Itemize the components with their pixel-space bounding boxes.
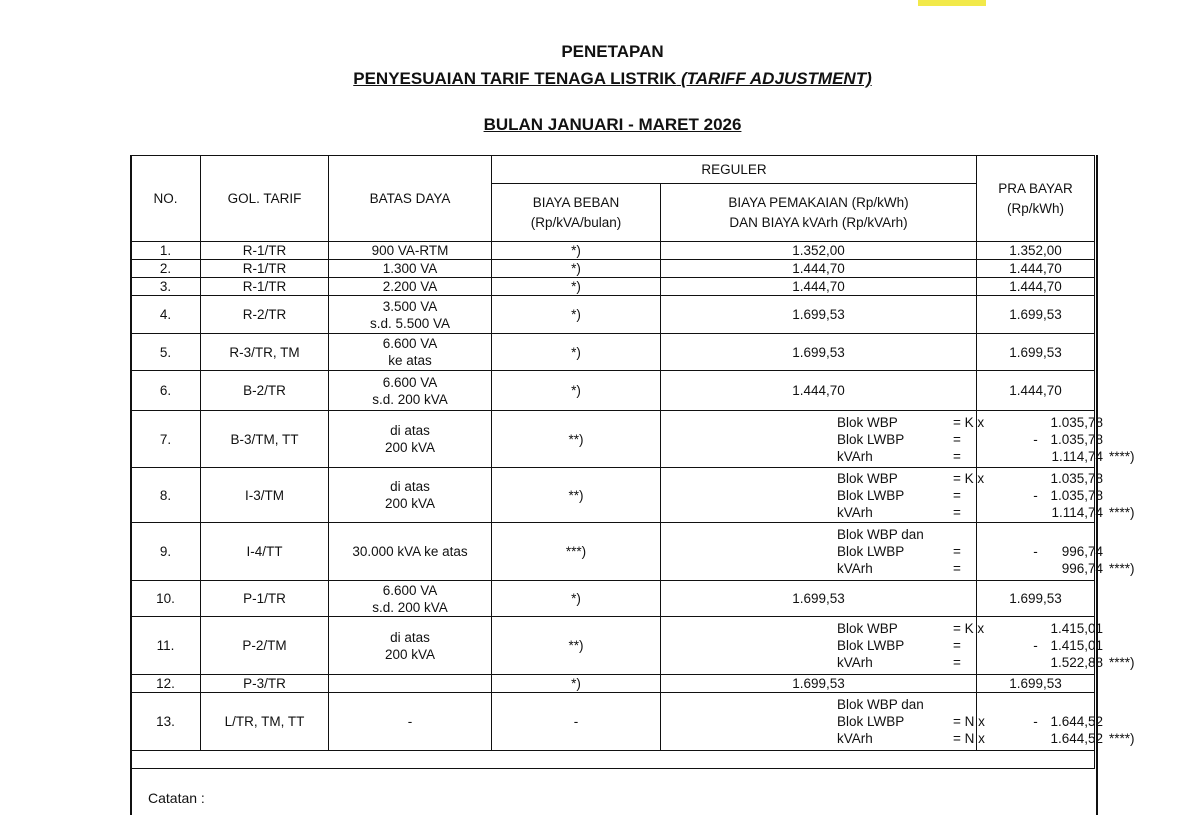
table-row	[131, 675, 1095, 693]
cell-biaya-pemakaian	[661, 411, 1135, 468]
cell-batas-daya: 1.300 VA	[329, 260, 492, 278]
rate-label: Blok WBP	[837, 414, 898, 430]
cell-no: 11.	[131, 617, 201, 675]
cell-pra-bayar: 1.444,70	[977, 371, 1095, 411]
spacer-cell	[131, 751, 1095, 769]
cell-no: 13.	[131, 693, 201, 751]
rate-block	[661, 470, 1135, 521]
rate-note	[1103, 713, 1147, 730]
cell-gol-tarif: R-2/TR	[201, 296, 329, 334]
rate-value: 1.644,52	[1050, 731, 1103, 746]
cell-batas-daya-l1: 6.600 VA	[382, 374, 438, 390]
header-no: NO.	[131, 156, 201, 242]
document-title: PENETAPAN	[561, 42, 664, 61]
cell-biaya-beban: **)	[492, 617, 661, 675]
rate-block	[661, 526, 1135, 577]
cell-biaya-beban: *)	[492, 242, 661, 260]
rate-label: kVArh	[837, 655, 873, 670]
rate-operator: =	[953, 504, 961, 520]
rate-label: kVArh	[837, 448, 873, 464]
rate-value: 996,74	[1061, 544, 1103, 559]
rate-label: kVArh	[837, 731, 873, 746]
rate-value: 1.522,88	[1050, 655, 1103, 670]
cell-batas-daya	[329, 617, 492, 675]
header-pra-bayar-l1: PRA BAYAR	[998, 180, 1073, 196]
cell-biaya-pemakaian	[661, 523, 1135, 581]
rate-operator: = K x	[953, 470, 985, 486]
rate-note	[1103, 620, 1147, 637]
rate-note: ****)	[1109, 561, 1135, 576]
rate-value: 996,74	[1061, 561, 1103, 576]
cell-batas-daya	[329, 411, 492, 468]
table-row	[131, 581, 1095, 617]
header-row-top	[131, 156, 1095, 184]
table-row	[131, 468, 1095, 523]
rate-operator: =	[953, 487, 961, 503]
cell-no: 12.	[131, 675, 201, 693]
rate-value: 1.035,78	[1050, 487, 1103, 503]
cell-biaya-pemakaian	[661, 468, 1135, 523]
cell-pra-bayar: -	[977, 617, 1095, 675]
cell-batas-daya-l2: s.d. 5.500 VA	[369, 315, 451, 331]
header-gol-tarif: GOL. TARIF	[201, 156, 329, 242]
header-reguler: REGULER	[492, 156, 977, 184]
cell-batas-daya-l1: 6.600 VA	[382, 582, 438, 598]
cell-batas-daya	[329, 581, 492, 617]
cell-biaya-beban: **)	[492, 411, 661, 468]
cell-biaya-beban: -	[492, 693, 661, 751]
cell-biaya-pemakaian: 1.699,53	[661, 581, 977, 617]
rate-label: Blok LWBP	[837, 431, 905, 447]
cell-batas-daya: 900 VA-RTM	[329, 242, 492, 260]
rate-label: Blok LWBP	[837, 638, 905, 653]
rate-value: 1.114,74	[1051, 448, 1103, 464]
cell-biaya-pemakaian: 1.352,00	[661, 242, 977, 260]
cell-pra-bayar: -	[977, 523, 1095, 581]
cell-no: 10.	[131, 581, 201, 617]
cell-batas-daya: 30.000 kVA ke atas	[329, 523, 492, 581]
rate-block	[661, 620, 1135, 671]
cell-no: 2.	[131, 260, 201, 278]
cell-pra-bayar: 1.699,53	[977, 334, 1095, 371]
document-subtitle	[0, 69, 1200, 89]
cell-biaya-beban: *)	[492, 260, 661, 278]
cell-biaya-beban: *)	[492, 278, 661, 296]
rate-value: 1.035,78	[1050, 431, 1103, 447]
highlight-marker	[918, 0, 986, 6]
header-biaya-beban-l2: (Rp/kVA/bulan)	[530, 214, 622, 230]
cell-biaya-pemakaian: 1.699,53	[661, 296, 977, 334]
cell-gol-tarif: P-1/TR	[201, 581, 329, 617]
cell-biaya-beban: **)	[492, 468, 661, 523]
cell-pra-bayar: 1.699,53	[977, 296, 1095, 334]
header-biaya-pemakaian	[661, 184, 977, 242]
document-period: BULAN JANUARI - MARET 2026	[483, 115, 742, 134]
table-row	[131, 523, 1095, 581]
rate-note	[1103, 470, 1147, 487]
cell-gol-tarif: L/TR, TM, TT	[201, 693, 329, 751]
cell-no: 5.	[131, 334, 201, 371]
rate-label: kVArh	[837, 561, 873, 576]
table-row	[131, 371, 1095, 411]
rate-value: 1.035,78	[1050, 470, 1103, 486]
table-row	[131, 242, 1095, 260]
cell-biaya-pemakaian: 1.699,53	[661, 675, 977, 693]
cell-biaya-beban: *)	[492, 334, 661, 371]
rate-operator: =	[953, 655, 961, 670]
cell-batas-daya-l2: 200 kVA	[384, 646, 436, 662]
subtitle-italic: (TARIFF ADJUSTMENT)	[680, 69, 872, 88]
rate-operator: =	[953, 561, 961, 576]
cell-gol-tarif: B-2/TR	[201, 371, 329, 411]
table-row	[131, 334, 1095, 371]
rate-label: Blok LWBP	[837, 487, 905, 503]
rate-note	[1103, 487, 1147, 504]
cell-gol-tarif: P-2/TM	[201, 617, 329, 675]
cell-batas-daya	[329, 675, 492, 693]
cell-batas-daya: 2.200 VA	[329, 278, 492, 296]
cell-pra-bayar: 1.352,00	[977, 242, 1095, 260]
cell-batas-daya-l1: di atas	[390, 629, 430, 645]
rate-note	[1103, 637, 1147, 654]
cell-batas-daya-l1: 3.500 VA	[382, 298, 438, 314]
cell-batas-daya-l2: s.d. 200 kVA	[372, 391, 448, 407]
rate-operator: = K x	[953, 621, 985, 636]
rate-label: Blok WBP dan	[837, 697, 924, 712]
cell-batas-daya-l2: ke atas	[388, 353, 432, 368]
cell-pra-bayar: 1.699,53	[977, 581, 1095, 617]
rate-note	[1103, 431, 1147, 448]
cell-biaya-beban: *)	[492, 581, 661, 617]
rate-operator: = N x	[953, 731, 985, 746]
cell-batas-daya	[329, 468, 492, 523]
cell-gol-tarif: I-4/TT	[201, 523, 329, 581]
cell-batas-daya-l1: di atas	[390, 479, 430, 494]
cell-no: 4.	[131, 296, 201, 334]
cell-pra-bayar: 1.699,53	[977, 675, 1095, 693]
rate-operator: = N x	[953, 714, 985, 729]
rate-operator: =	[953, 638, 961, 653]
cell-biaya-beban: *)	[492, 296, 661, 334]
table-spacer-row	[131, 751, 1095, 769]
rate-label: Blok LWBP	[837, 714, 905, 729]
table-row	[131, 617, 1095, 675]
cell-no: 1.	[131, 242, 201, 260]
header-biaya-pemakaian-l2: DAN BIAYA kVArh (Rp/kVArh)	[729, 214, 908, 230]
rate-value: 1.035,78	[1050, 414, 1103, 430]
cell-batas-daya-l1: di atas	[390, 423, 430, 438]
cell-biaya-beban: *)	[492, 675, 661, 693]
cell-pra-bayar: -	[977, 693, 1095, 751]
rate-value: 1.114,74	[1051, 504, 1103, 520]
rate-value: 1.644,52	[1050, 714, 1103, 729]
cell-batas-daya-l2: s.d. 200 kVA	[372, 599, 448, 615]
cell-biaya-pemakaian	[661, 617, 1135, 675]
cell-no: 3.	[131, 278, 201, 296]
table-row	[131, 411, 1095, 468]
cell-no: 8.	[131, 468, 201, 523]
cell-batas-daya-l2: 200 kVA	[384, 496, 436, 511]
header-biaya-pemakaian-l1: BIAYA PEMAKAIAN (Rp/kWh)	[728, 194, 909, 210]
cell-gol-tarif: B-3/TM, TT	[201, 411, 329, 468]
cell-gol-tarif: I-3/TM	[201, 468, 329, 523]
cell-no: 9.	[131, 523, 201, 581]
header-biaya-beban-l1: BIAYA BEBAN	[532, 194, 620, 210]
rate-note: ****)	[1109, 655, 1135, 670]
cell-pra-bayar: -	[977, 411, 1095, 468]
cell-gol-tarif: R-1/TR	[201, 278, 329, 296]
cell-biaya-beban: ***)	[492, 523, 661, 581]
cell-no: 6.	[131, 371, 201, 411]
rate-note	[1103, 414, 1147, 431]
header-pra-bayar	[977, 156, 1095, 242]
cell-gol-tarif: R-1/TR	[201, 242, 329, 260]
rate-note: ****)	[1109, 504, 1135, 520]
cell-biaya-beban: *)	[492, 371, 661, 411]
cell-batas-daya	[329, 296, 492, 334]
rate-operator: = K x	[953, 414, 985, 430]
table-row	[131, 260, 1095, 278]
cell-batas-daya	[329, 334, 492, 371]
rate-label: Blok LWBP	[837, 544, 905, 559]
cell-biaya-pemakaian: 1.444,70	[661, 371, 977, 411]
cell-batas-daya-l2: 200 kVA	[384, 440, 436, 455]
cell-batas-daya: -	[329, 693, 492, 751]
rate-block	[661, 696, 1135, 747]
cell-batas-daya-l1: 6.600 VA	[382, 336, 438, 351]
notes-label: Catatan :	[148, 790, 205, 806]
rate-label: kVArh	[837, 504, 873, 520]
rate-value: 1.415,01	[1050, 621, 1103, 636]
header-biaya-beban	[492, 184, 661, 242]
cell-batas-daya	[329, 371, 492, 411]
cell-gol-tarif: R-1/TR	[201, 260, 329, 278]
rate-label: Blok WBP dan	[837, 527, 924, 542]
header-pra-bayar-l2: (Rp/kWh)	[1007, 200, 1065, 216]
cell-biaya-pemakaian: 1.699,53	[661, 334, 977, 371]
rate-label: Blok WBP	[837, 470, 898, 486]
rate-note: ****)	[1109, 731, 1135, 746]
tariff-table	[130, 155, 1135, 769]
table-row	[131, 278, 1095, 296]
cell-biaya-pemakaian: 1.444,70	[661, 278, 977, 296]
cell-biaya-pemakaian	[661, 693, 1135, 751]
cell-gol-tarif: P-3/TR	[201, 675, 329, 693]
table-row	[131, 693, 1095, 751]
rate-block	[661, 414, 1135, 465]
cell-pra-bayar: -	[977, 468, 1095, 523]
cell-no: 7.	[131, 411, 201, 468]
table-row	[131, 296, 1095, 334]
rate-operator: =	[953, 431, 961, 447]
header-batas-daya: BATAS DAYA	[329, 156, 492, 242]
rate-operator: =	[953, 544, 961, 559]
cell-biaya-pemakaian: 1.444,70	[661, 260, 977, 278]
rate-label: Blok WBP	[837, 621, 898, 636]
cell-pra-bayar: 1.444,70	[977, 278, 1095, 296]
rate-value: 1.415,01	[1050, 638, 1103, 653]
cell-gol-tarif: R-3/TR, TM	[201, 334, 329, 371]
subtitle-main: PENYESUAIAN TARIF TENAGA LISTRIK	[353, 69, 677, 88]
rate-operator: =	[953, 448, 961, 464]
rate-note	[1103, 543, 1147, 560]
rate-note: ****)	[1109, 448, 1135, 464]
cell-pra-bayar: 1.444,70	[977, 260, 1095, 278]
